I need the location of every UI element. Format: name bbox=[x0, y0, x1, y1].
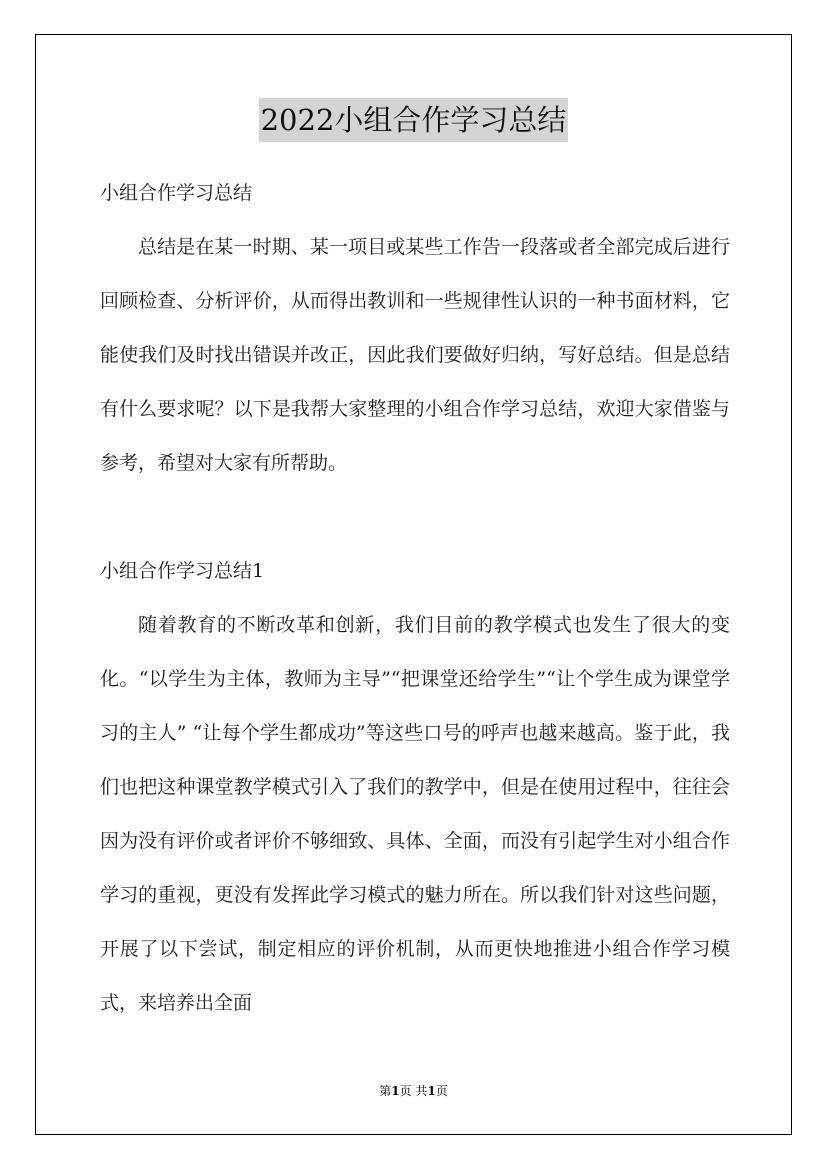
document-title: 2022小组合作学习总结 bbox=[259, 98, 569, 142]
section-1-paragraph: 随着教育的不断改革和创新，我们目前的教学模式也发生了很大的变化。“以学生为主体，教师为主导”“把课堂还给学生”“让个学生成为课堂学习的主人” “让每个学生都成功”等这些口号的呼声也越来越高。鉴于此，我们也把这种课堂教学模式引入了我们的教学中，但是在使用过程中，往往会因为没有评价或者评价不够细致、具体、全面，而没有引起学生对小组合作学习的重视，更没有发挥此学习模式的魅力所在。所以我们针对这些问题，开展了以下尝试，制定相应的评价机制，从而更快地推进小组合作学习模式，来培养出全面 bbox=[100, 614, 730, 1014]
footer-current-page: 1 bbox=[391, 1084, 400, 1098]
footer-mid: 页 共 bbox=[399, 1084, 428, 1098]
footer-total-pages: 1 bbox=[427, 1084, 436, 1098]
footer-prefix: 第 bbox=[379, 1084, 392, 1098]
paragraph-gap bbox=[100, 490, 730, 544]
intro-paragraph: 总结是在某一时期、某一项目或某些工作告一段落或者全部完成后进行回顾检查、分析评价，从而得出教训和一些规律性认识的一种书面材料，它能使我们及时找出错误并改正，因此我们要做好归纳，写好总结。但是总结有什么要求呢？以下是我帮大家整理的小组合作学习总结，欢迎大家借鉴与参考，希望对大家有所帮助。 bbox=[100, 236, 730, 474]
section-1-heading: 小组合作学习总结1 bbox=[100, 560, 265, 582]
title-container bbox=[0, 98, 827, 142]
page-footer bbox=[0, 1082, 827, 1099]
document-subtitle: 小组合作学习总结 bbox=[100, 182, 253, 204]
footer-suffix: 页 bbox=[435, 1084, 448, 1098]
document-body bbox=[100, 166, 730, 1030]
